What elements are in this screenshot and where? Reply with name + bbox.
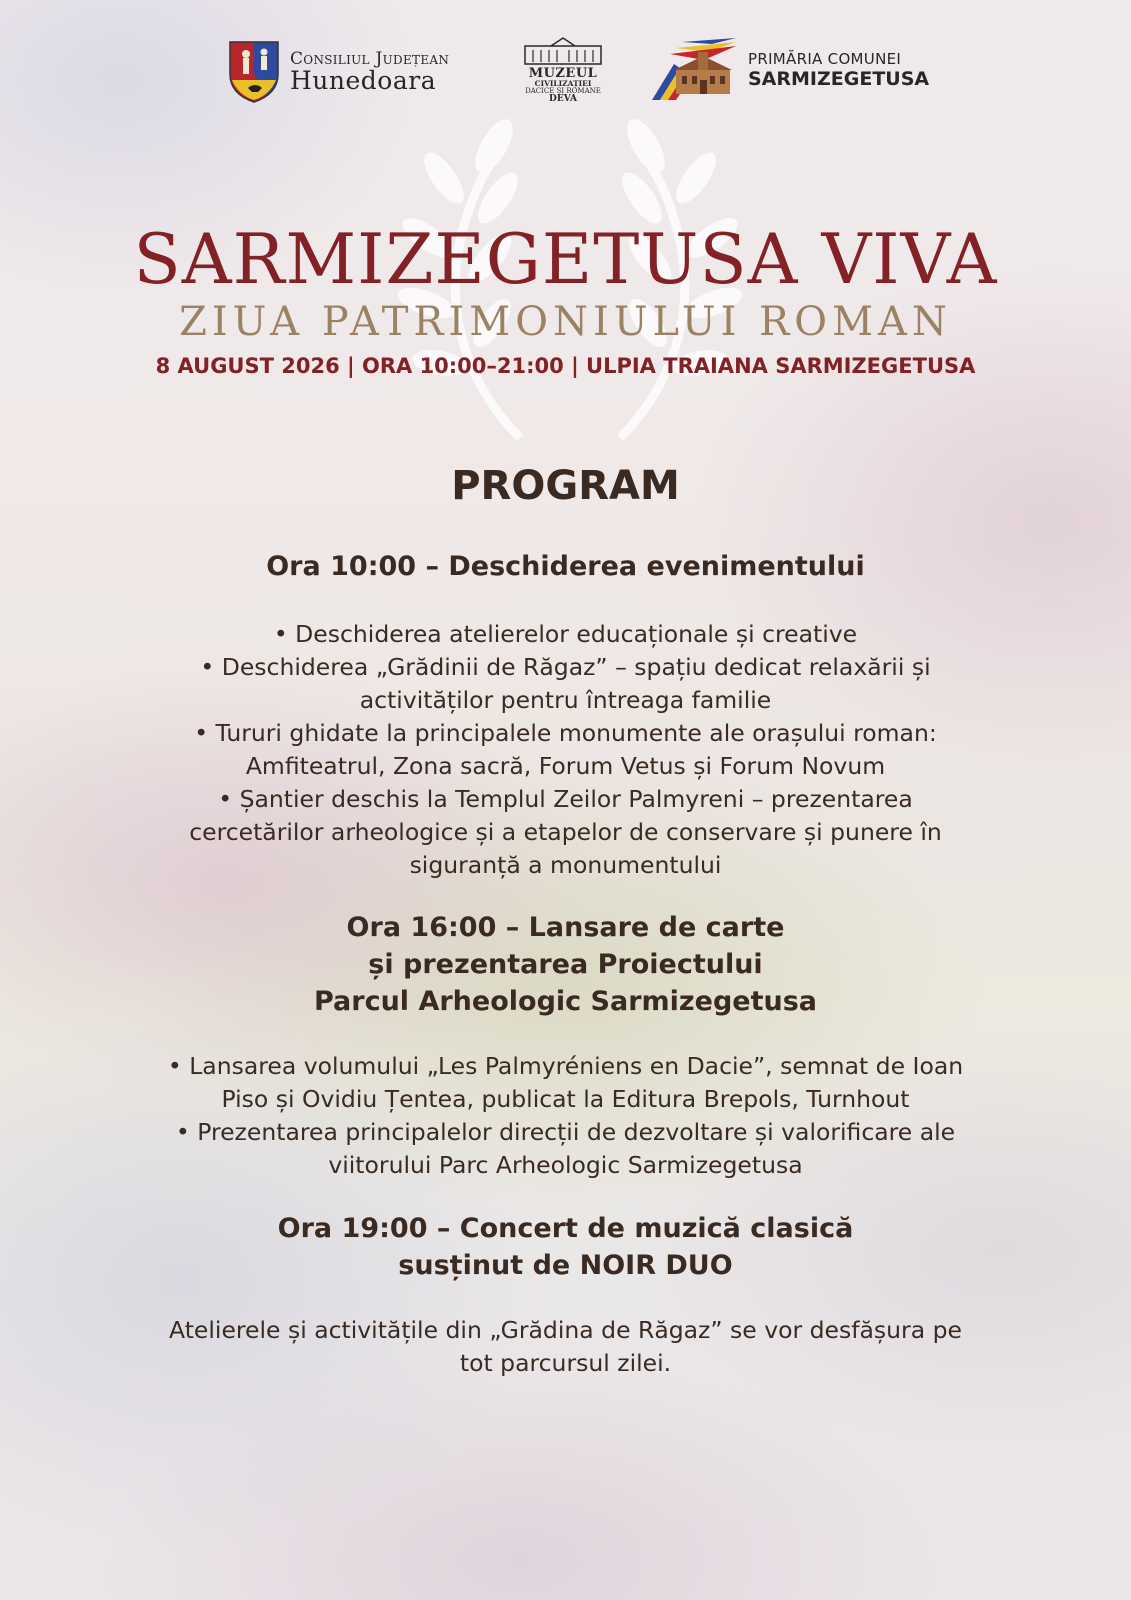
list-item: • Șantier deschis la Templul Zeilor Palmyreni – prezentarea cercetărilor arheologice și a etapelor de conservare și punere în siguranță a monumentului [189,785,942,879]
town-logo-line2: SARMIZEGETUSA [748,68,930,90]
county-logo-line2: Hunedoara [290,65,437,95]
town-logo-line1: PRIMĂRIA COMUNEI [748,50,902,68]
section-heading [165,1210,966,1284]
program-section [165,548,966,882]
town-hall-building-icon [652,38,736,102]
county-coat-of-arms-icon [228,40,280,104]
museum-logo-line3: DACICE ȘI ROMANE [525,86,601,95]
list-item: • Prezentarea principalelor direcții de dezvoltare și valorificare ale viitorului Parc Arheologic Sarmizegetusa [175,1118,956,1179]
town-hall-logo [652,38,929,102]
section-heading-line: Ora 19:00 – Concert de muzică clasică [277,1213,854,1244]
list-item: • Tururi ghidate la principalele monumente ale orașului roman: Amfiteatrul, Zona sacră, Forum Vetus și Forum Novum [194,719,937,780]
section-heading [165,909,966,1020]
section-heading-line: Ora 16:00 – Lansare de carte [346,912,785,943]
event-date-location: 8 AUGUST 2026 | ORA 10:00–21:00 | ULPIA TRAIANA SARMIZEGETUSA [155,354,976,378]
section-heading-line: și prezentarea Proiectului [368,949,763,980]
program-section [165,1210,966,1284]
museum-building-icon [521,36,605,66]
museum-logo-line4: DEVA [549,94,577,105]
partner-logos [0,36,1131,116]
closing-note: Atelierele și activitățile din „Grădina de Răgaz” se vor desfășura pe tot parcursul zilei. [169,1316,962,1377]
museum-logo-line1: MUZEUL [528,66,598,81]
museum-logo-line2: CIVILIZAȚIEI [534,79,592,88]
program-content [165,548,966,1380]
county-council-logo [228,40,449,104]
list-item: • Deschiderea atelierelor educaționale și creative [273,620,858,648]
county-logo-line1: Consiliul Județean [290,48,450,69]
event-subtitle: ZIUA PATRIMONIULUI ROMAN [179,299,952,345]
section-heading-line: susținut de NOIR DUO [398,1250,733,1281]
section-heading-line: Parcul Arheologic Sarmizegetusa [313,986,818,1017]
list-item: • Deschiderea „Grădinii de Răgaz” – spațiu dedicat relaxării și activităților pentru întreaga familie [200,653,931,714]
section-heading-line: Ora 10:00 – Deschiderea evenimentului [266,551,865,582]
program-section [165,909,966,1182]
museum-logo [518,36,608,105]
event-title: SARMIZEGETUSA VIVA [133,220,998,300]
section-heading [165,548,966,585]
program-heading: PROGRAM [451,463,680,509]
list-item: • Lansarea volumului „Les Palmyréniens en Dacie”, semnat de Ioan Piso și Ovidiu Țentea, publicat la Editura Brepols, Turnhout [167,1052,964,1113]
